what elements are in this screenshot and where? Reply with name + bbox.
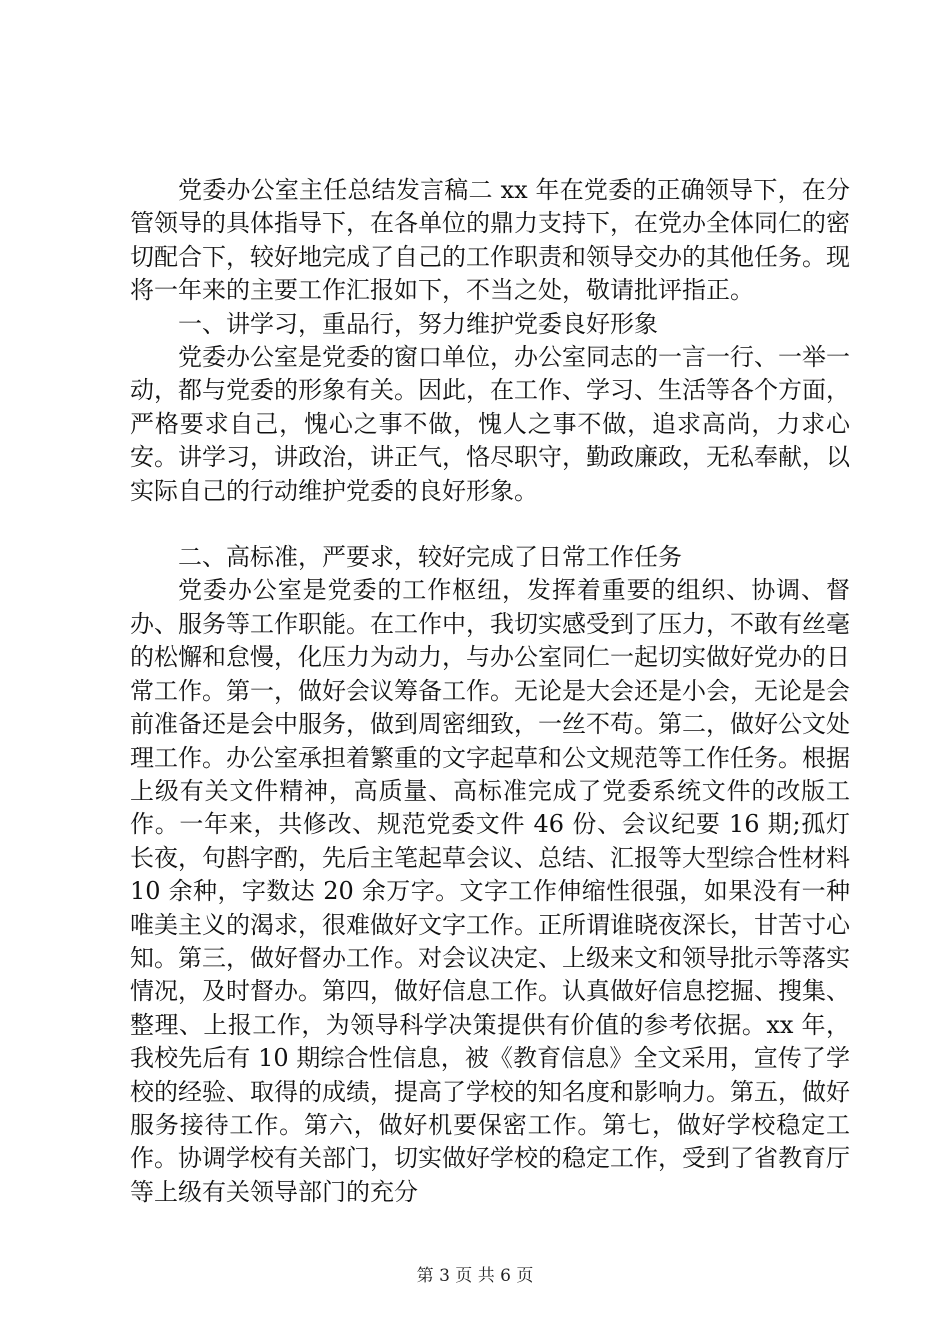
section-1-paragraph: 党委办公室是党委的窗口单位，办公室同志的一言一行、一举一动，都与党委的形象有关。因此，在工作、学习、生活等各个方面，严格要求自己，愧心之事不做，愧人之事不做，追求高尚，力求心安。讲学习，讲政治，讲正气，恪尽职守，勤政廉政，无私奉献，以实际自己的行动维护党委的良好形象。 [130, 343, 850, 505]
paragraph-gap [130, 508, 850, 541]
intro-paragraph: 党委办公室主任总结发言稿二 xx 年在党委的正确领导下，在分管领导的具体指导下，在各单位的鼎力支持下，在党办全体同仁的密切配合下，较好地完成了自己的工作职责和领导交办的其他任务。现将一年来的主要工作汇报如下，不当之处，敬请批评指正。 [130, 176, 850, 305]
page-number-footer: 第 3 页 共 6 页 [416, 1266, 534, 1286]
section-heading-1: 一、讲学习，重品行，努力维护党委良好形象 [178, 309, 658, 338]
section-2-paragraph: 党委办公室是党委的工作枢纽，发挥着重要的组织、协调、督办、服务等工作职能。在工作中，我切实感受到了压力，不敢有丝毫的松懈和怠慢，化压力为动力，与办公室同仁一起切实做好党办的日常工作。第一，做好会议筹备工作。无论是大会还是小会，无论是会前准备还是会中服务，做到周密细致，一丝不苟。第二，做好公文处理工作。办公室承担着繁重的文字起草和公文规范等工作任务。根据上级有关文件精神，高质量、高标准完成了党委系统文件的改版工作。一年来，共修改、规范党委文件 46 份、会议纪要 16 期;孤灯长夜，句斟字酌，先后主笔起草会议、总结、汇报等大型综合性材料 10 余种，字数达 20 余万字。文字工作伸缩性很强，如果没有一种唯美主义的渴求，很难做好文字工作。正所谓谁晓夜深长，甘苦寸心知。第三，做好督办工作。对会议决定、上级来文和领导批示等落实情况，及时督办。第四，做好信息工作。认真做好信息挖掘、搜集、整理、上报工作，为领导科学决策提供有价值的参考依据。xx 年，我校先后有 10 期综合性信息，被《教育信息》全文采用，宣传了学校的经验、取得的成绩，提高了学校的知名度和影响力。第五，做好服务接待工作。第六，做好机要保密工作。第七，做好学校稳定工作。协调学校有关部门，切实做好学校的稳定工作，受到了省教育厅等上级有关领导部门的充分 [130, 576, 850, 1206]
section-heading-2: 二、高标准，严要求，较好完成了日常工作任务 [178, 543, 682, 572]
document-body [130, 174, 850, 1209]
